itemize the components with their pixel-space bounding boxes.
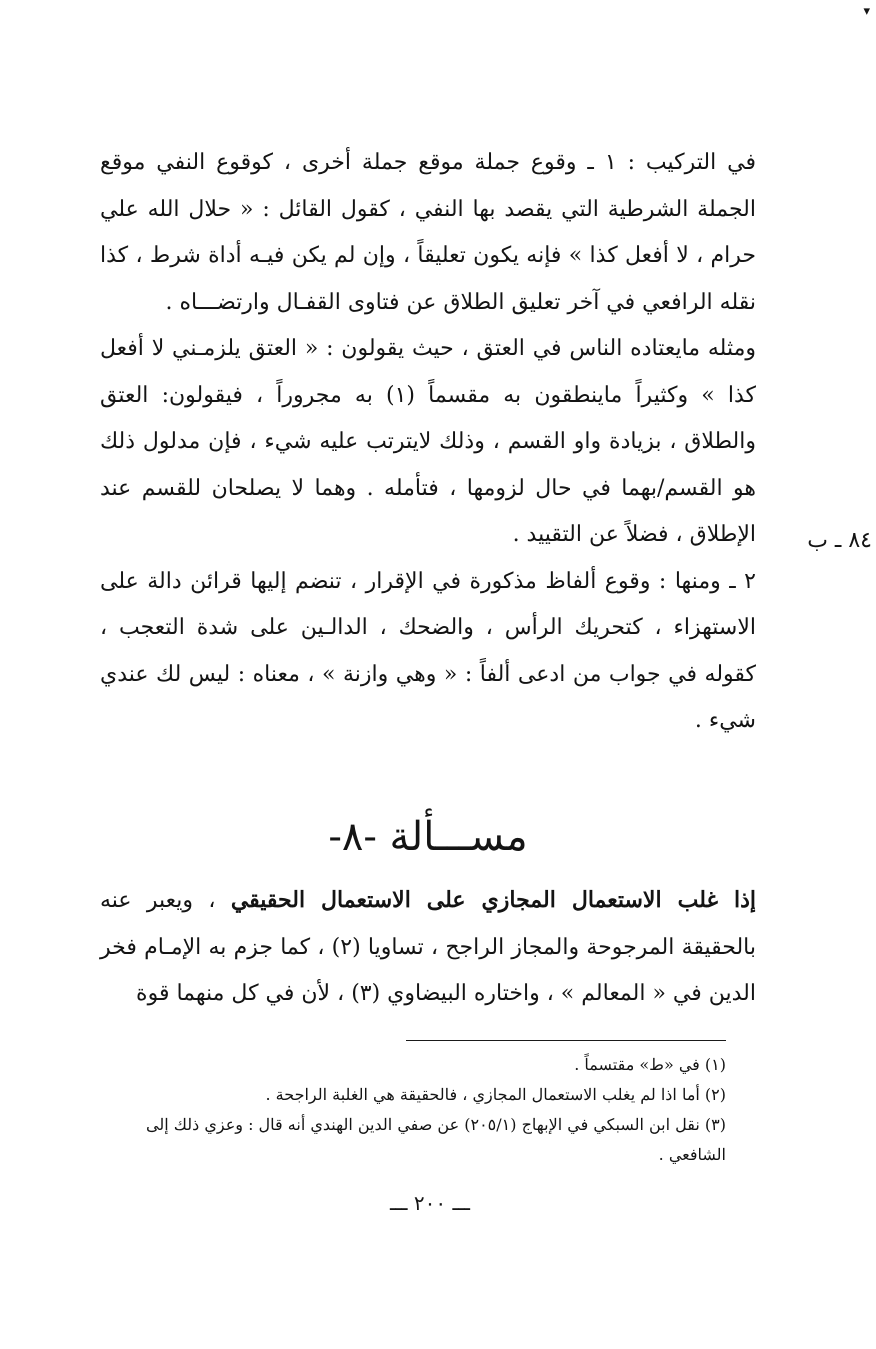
margin-folio-note: ٨٤ ـ ب (807, 528, 872, 553)
footnotes (100, 1050, 726, 1170)
footnote-3: (٣) نقل ابن السبكي في الإبهاج (٢٠٥/١) عن صفي الدين الهندي أنه قال : وعزي ذلك إلى الشافعي . (146, 1115, 726, 1164)
paragraph-3: ٢ ـ ومنها : وقوع ألفاظ مذكورة في الإقرار ، تنضم إليها قرائن دالة على الاستهزاء ، كتحريك الرأس ، والضحك ، الدالـين على شدة التعجب ، كقوله في جواب من ادعى ألفاً : « وهي وازنة » ، معناه : ليس لك عندي شيء . (100, 568, 756, 733)
main-text-bottom (100, 877, 756, 1018)
footnote-divider (406, 1040, 726, 1041)
footnote-1: (١) في «ط» مقتسماً . (574, 1055, 726, 1074)
section-heading: مســـألة -٨- (328, 814, 528, 860)
paragraph-4-bold: إذا غلب الاستعمال المجازي على الاستعمال الحقيقي (230, 887, 757, 913)
footnote-2: (٢) أما اذا لم يغلب الاستعمال المجازي ، فالحقيقة هي الغلبة الراجحة . (265, 1085, 726, 1104)
main-text-top (100, 140, 756, 745)
paragraph-2: ومثله مايعتاده الناس في العتق ، حيث يقولون : « العتق يلزمـني لا أفعل كذا » وكثيراً ماينطقون به مقسماً (١) به مجروراً ، فيقولون: العتق والطلاق ، بزيادة واو القسم ، وذلك لايترتب عليه شيء ، فإن مدلول ذلك هو القسم/بهما في حال لزومها ، فتأمله . وهما لا يصلحان للقسم عند الإطلاق ، فضلاً عن التقييد . (100, 336, 756, 547)
paragraph-4 (100, 877, 756, 1018)
paragraph-1: في التركيب : ١ ـ وقوع جملة موقع جملة أخرى ، كوقوع النفي موقع الجملة الشرطية التي يقصد بها النفي ، كقول القائل : « حلال الله علي حرام ، لا أفعل كذا » فإنه يكون تعليقاً ، وإن لم يكن فيـه أداة شرط ، كذا نقله الرافعي في آخر تعليق الطلاق عن فتاوى القفـال وارتضـــاه . (100, 150, 756, 315)
paragraph-4-rest: ، ويعبر عنه بالحقيقة المرجوحة والمجاز الراجح ، تساويا (٢) ، كما جزم به الإمـام فخر الدين في « المعالم » ، واختاره البيضاوي (٣) ، لأن في كل منهما قوة (100, 888, 756, 1006)
corner-mark: ▾ (863, 4, 870, 19)
page-number: ـــ ٢٠٠ ـــ (389, 1191, 471, 1215)
